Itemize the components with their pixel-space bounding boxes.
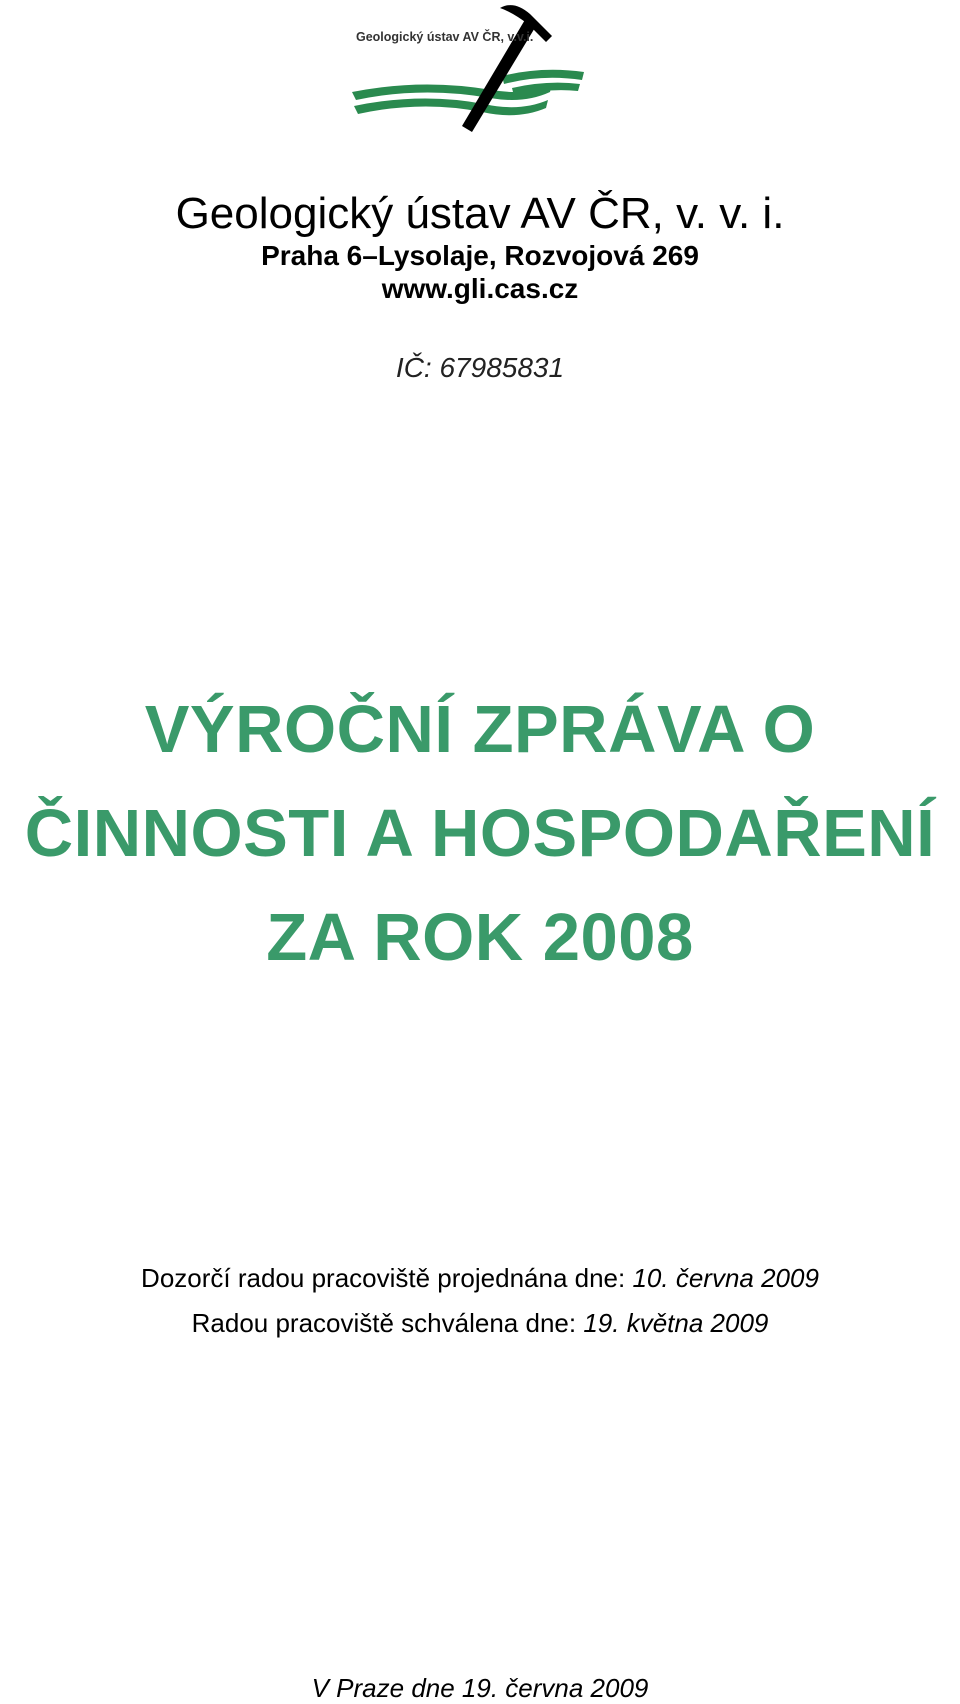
supervisory-board-discussed — [0, 1262, 960, 1294]
institute-logo — [352, 0, 612, 142]
organization-website: www.gli.cas.cz — [381, 273, 579, 304]
report-title-line-3: ZA ROK 2008 — [266, 900, 694, 975]
report-title-line-2: ČINNOSTI A HOSPODAŘENÍ — [24, 796, 936, 871]
approved-label: Radou pracoviště schválena dne: — [191, 1308, 584, 1338]
organization-ico: IČ: 67985831 — [395, 352, 565, 383]
organization-name: Geologický ústav AV ČR, v. v. i. — [175, 189, 785, 238]
place-and-date: V Praze dne 19. června 2009 — [311, 1673, 649, 1703]
organization-address: Praha 6–Lysolaje, Rozvojová 269 — [261, 240, 699, 271]
report-title-line-1: VÝROČNÍ ZPRÁVA O — [144, 692, 816, 767]
logo-hammer-waves-icon — [352, 0, 612, 142]
discussed-date: 10. června 2009 — [632, 1263, 819, 1293]
board-approved — [0, 1307, 960, 1339]
discussed-label: Dozorčí radou pracoviště projednána dne: — [141, 1263, 633, 1293]
logo-text: Geologický ústav AV ČR, v.v.i. — [356, 30, 534, 44]
approved-date: 19. května 2009 — [583, 1308, 769, 1338]
